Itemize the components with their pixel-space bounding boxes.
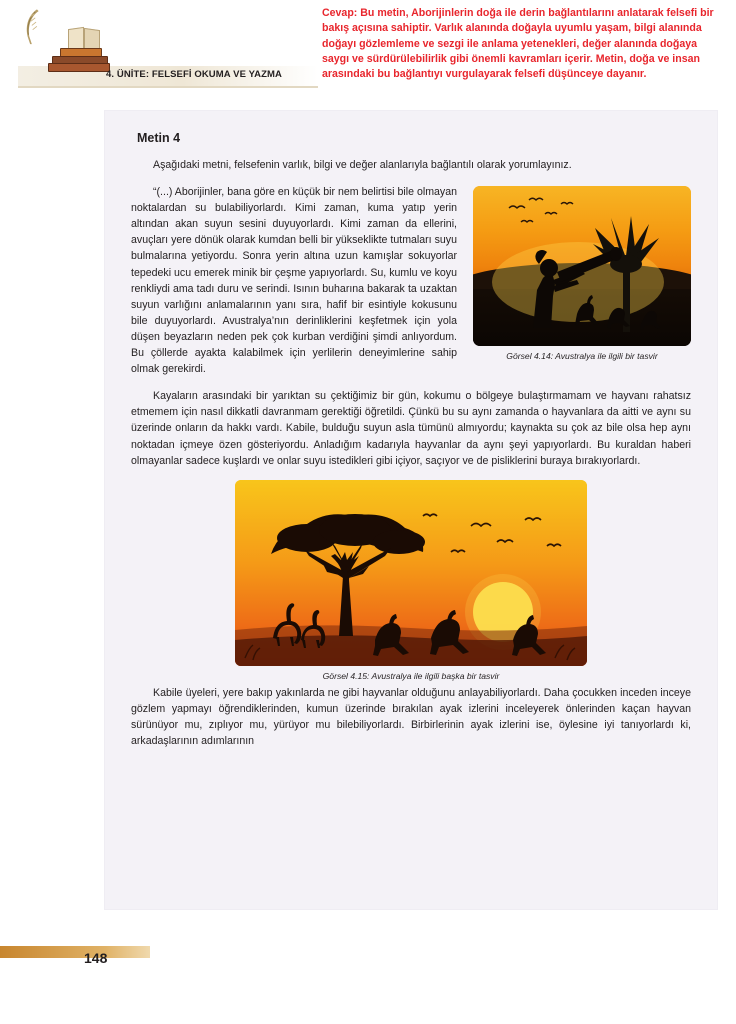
- figure-1-caption: Görsel 4.14: Avustralya ile ilgili bir tasvir: [506, 351, 658, 362]
- figure-2-caption: Görsel 4.15: Avustralya ile ilgili başka bir tasvir: [322, 670, 500, 681]
- content-panel: [104, 110, 718, 910]
- paragraph-3: Kabile üyeleri, yere bakıp yakınlarda ne gibi hayvanlar olduğunu anlayabiliyorlardı. Daha çocukken inceden inceye gözlem yapmayı öğrendiklerinden, kumun üzerinde bırakılan ayak izlerini inceleyerek önlerinden kaçan hayvan sürünüyor mu, zıplıyor mu, yürüyor mu bilebiliyorlardı. Birbirlerinin ayak izlerini ise, öylesine iyi tanıyorlardı ki, arkadaşlarının adımlarının: [131, 686, 691, 747]
- section-title: Metin 4: [137, 131, 181, 145]
- paragraph-2: Kayaların arasındaki bir yarıktan su çektiğimiz bir gün, kokumu o bölgeye bulaştırmamam ve hayvanı rahatsız etmemem için nasıl dikkatli davranmam gerektiği öğretildi. Çünkü bu su aynı zamanda o hayvanlara da aitti ve aynı su üzerinde onların da hakkı vardı. Kabile, bulduğu suyun asla tümünü almıyordu; kaynakta su çok az bile olsa hep aynı noktadan içmeye özen gösteriyordu. Anladığım kadarıyla hayvanlar da aynı şeyi yapıyorlardı. Bu kuraldan haberi olmayanlar sadece kuşlardı ve onlar suyu istedikleri gibi içiyor, saçıyor ve de pisliklerini buraya bırakıyorlardı.: [131, 390, 691, 467]
- tree-kangaroos-sunset-illustration: [235, 480, 587, 666]
- illustration-1-shapes: [473, 186, 691, 346]
- intro-paragraph: Aşağıdaki metni, felsefenin varlık, bilgi ve değer alanlarıyla bağlantılı olarak yorumlayınız.: [153, 159, 572, 171]
- page-number: 148: [84, 950, 108, 966]
- answer-note: Cevap: Bu metin, Aborijinlerin doğa ile derin bağlantılarını anlatarak felsefi bir bakış açısına sahiptir. Varlık alanında doğayla uyumlu yaşam, bilgi alanında doğayı gözlemleme ve sezgi ile anlama yetenekleri, değer alanında doğaya saygı ve sürdürülebilirlik gibi önemli kavramları içerir. Metin, doğa ve insan arasındaki bu bağlantıyı vurgulayarak felsefi düşünceye dayanır.: [322, 7, 714, 81]
- figure-1: [473, 186, 691, 361]
- books-icon: [44, 22, 114, 72]
- feather-pen-icon: [20, 8, 42, 48]
- footer-decoration-bar: [0, 946, 150, 958]
- unit-title: 4. ÜNİTE: FELSEFİ OKUMA VE YAZMA: [106, 69, 282, 80]
- illustration-2-shapes: [235, 480, 587, 666]
- unit-banner: [18, 8, 318, 92]
- book-stack-bottom-icon: [48, 63, 110, 72]
- didgeridoo-player-illustration: [473, 186, 691, 346]
- paragraph-1: “(...) Aborijinler, bana göre en küçük bir nem belirtisi bile olmayan noktalardan su bulabiliyorlardı. Kimi zaman, kuma yatıp yerin altından akan suyun sesini duyuyorlardı. Kimi zaman da ellerini, avuçları yere dönük olarak kumdan belli bir yükseklikte tutmaları suyu bulmalarına yetiyordu. Sonra yerin altına uzun kamışlar sokuyorlar tepedeki ucu emerek minik bir çeşme yapıyorlardı. Su, kumlu ve koyu renkliydi ama tadı duru ve serindi. Isının buharına bakarak ta uzaktan suyun varlığını anlamalarının yanı sıra, hafif bir esintiyle kokusunu bile duyuyorlardı. Avustralya’nın derinliklerini keşfetmek için yola düşen beyazların neden pek çok kurban verdiğini şimdi anlıyordum. Bu çöllerde ayakta kalabilmek için yerlilerin deneyimlerine sahip olmak gerekirdi.: [131, 186, 457, 376]
- figure-2: [131, 480, 691, 681]
